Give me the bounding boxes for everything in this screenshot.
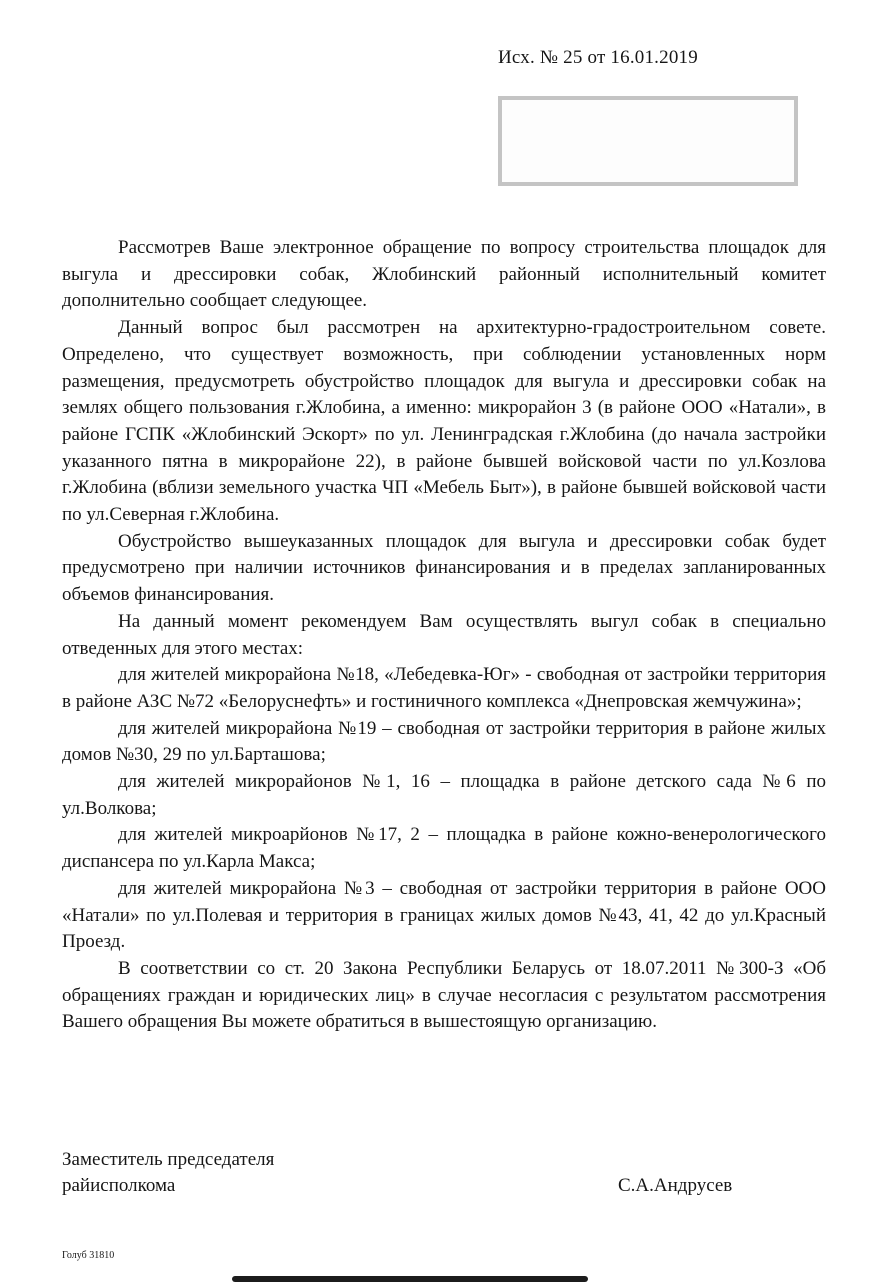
paragraph-council-decision: Данный вопрос был рассмотрен на архитектурно-градостроительном совете. Определено, что существует возможность, при соблюдении установленных норм размещения, предусмотреть обустройство площадок для выгула и дрессировки собак на землях общего пользования г.Жлобина, а именно: микрорайон 3 (в районе ООО «Натали», в районе ГСПК «Жлобинский Эскорт» по ул. Ленинградская г.Жлобина (до начала застройки указанного пятна в микрорайоне 22), в районе бывшей войсковой части по ул.Козлова г.Жлобина (вблизи земельного участка ЧП «Мебель Быт»), в районе бывшей войсковой части по ул.Северная г.Жлобина. [62, 317, 826, 526]
home-indicator-bar[interactable] [232, 1276, 588, 1282]
signature-block [62, 1147, 762, 1199]
paragraph-financing: Обустройство вышеуказанных площадок для выгула и дрессировки собак будет предусмотрено при наличии источников финансирования и в пределах запланированных объемов финансирования. [62, 530, 826, 606]
letter-body [62, 235, 826, 1036]
list-item-district-3: для жителей микрорайона №3 – свободная от застройки территория в районе ООО «Натали» по ул.Полевая и территория в границах жилых домов №43, 41, 42 до ул.Красный Проезд. [62, 877, 826, 953]
signatory-title-line2: райисполкома [62, 1175, 176, 1196]
signatory-title-line1: Заместитель председателя [62, 1149, 275, 1170]
executor-code: Голуб 31810 [62, 1250, 115, 1261]
paragraph-intro: Рассмотрев Ваше электронное обращение по вопросу строительства площадок для выгула и дрессировки собак, Жлобинский районный исполнительный комитет дополнительно сообщает следующее. [62, 237, 826, 312]
list-item-district-1-16: для жителей микрорайонов №1, 16 – площадка в районе детского сада №6 по ул.Волкова; [62, 771, 826, 819]
paragraph-appeal-rights: В соответствии со ст. 20 Закона Республики Беларусь от 18.07.2011 №300-З «Об обращениях граждан и юридических лиц» в случае несогласия с результатом рассмотрения Вашего обращения Вы можете обратиться в вышестоящую организацию. [62, 957, 826, 1033]
signatory-name: С.А.Андрусев [618, 1175, 733, 1196]
paragraph-recommendation: На данный момент рекомендуем Вам осуществлять выгул собак в специально отведенных для этого местах: [62, 610, 826, 659]
list-item-district-17-2: для жителей микроарйонов №17, 2 – площадка в районе кожно-венерологического диспансера по ул.Карла Макса; [62, 824, 826, 873]
list-item-district-18: для жителей микрорайона №18, «Лебедевка-Юг» - свободная от застройки территория в районе АЗС №72 «Белоруснефть» и гостиничного комплекса «Днепровская жемчужина»; [62, 664, 826, 712]
list-item-district-19: для жителей микрорайона №19 – свободная от застройки территория в районе жилых домов №30, 29 по ул.Барташова; [62, 717, 826, 766]
outgoing-reference: Исх. № 25 от 16.01.2019 [498, 47, 698, 68]
recipient-address-placeholder [498, 96, 798, 186]
